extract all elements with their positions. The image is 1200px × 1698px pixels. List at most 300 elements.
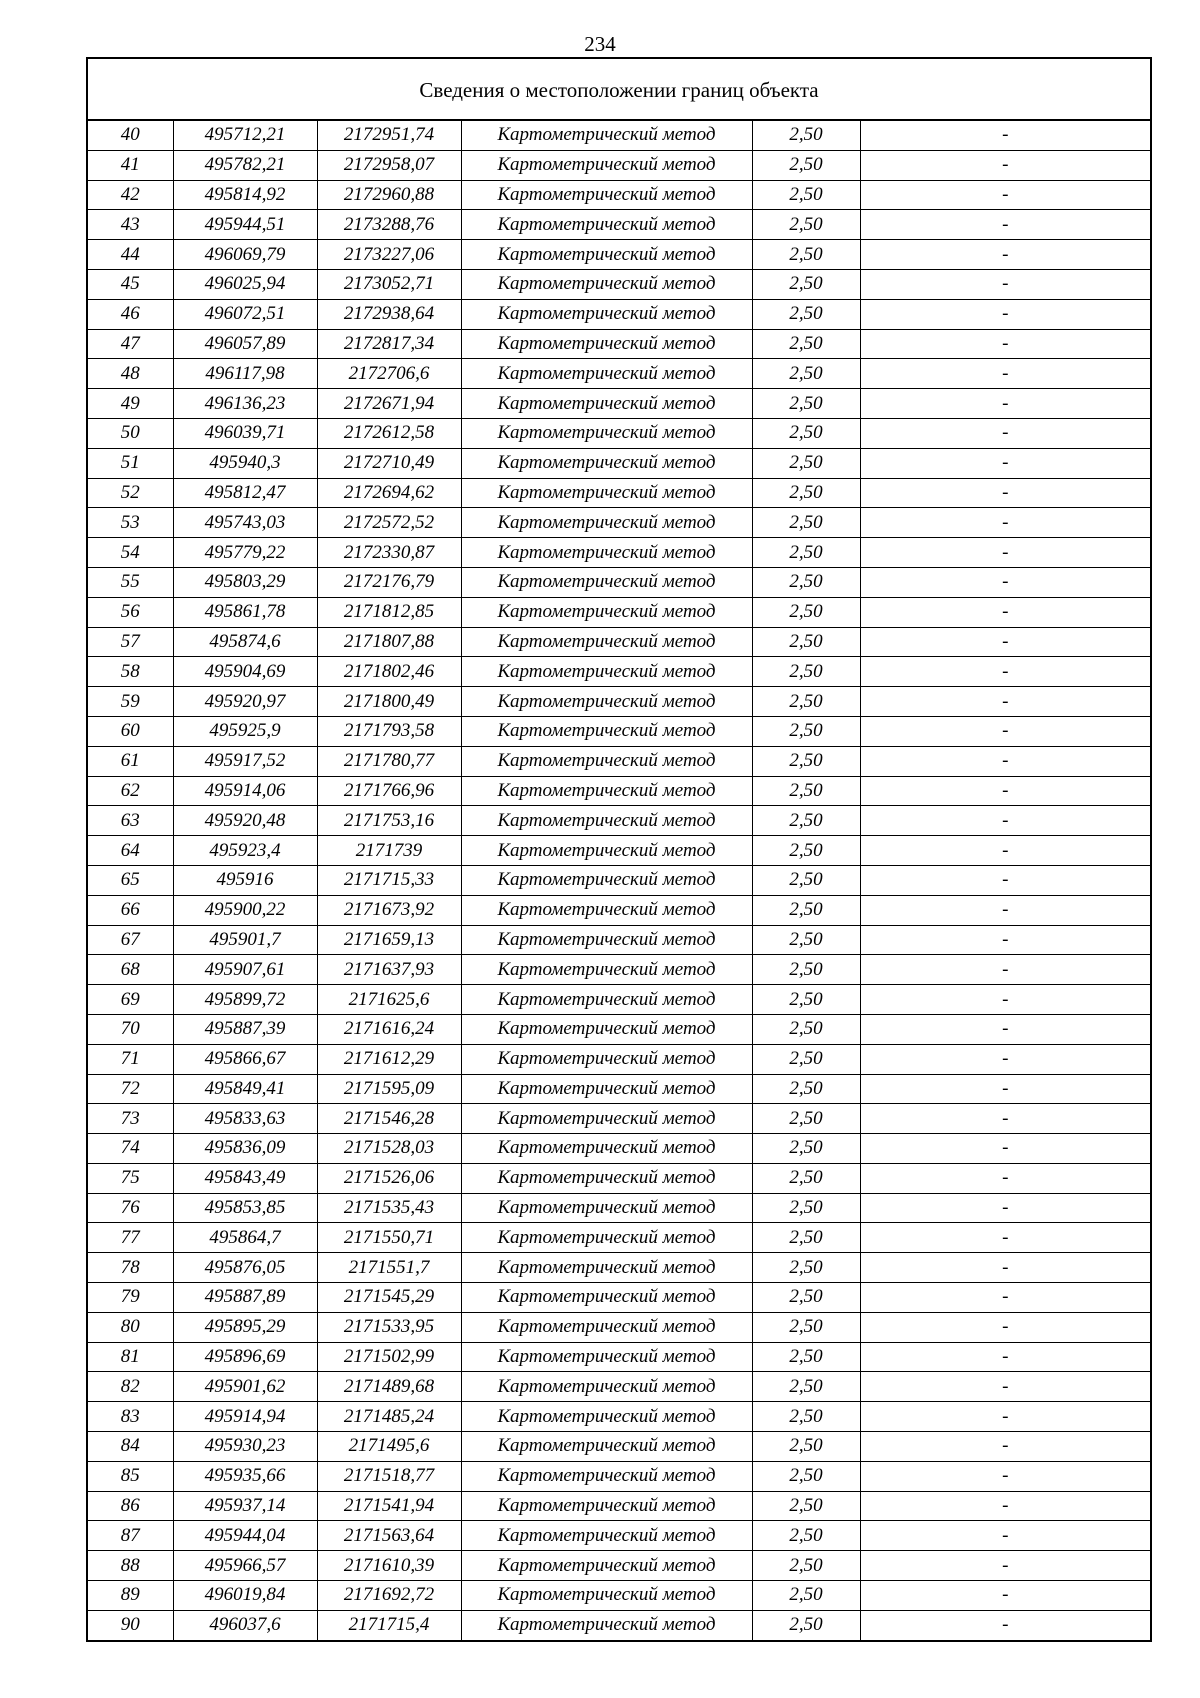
point-number-cell: 81: [88, 1342, 173, 1372]
accuracy-cell: 2,50: [752, 1014, 860, 1044]
accuracy-cell: 2,50: [752, 806, 860, 836]
x-coordinate-cell: 495887,89: [173, 1283, 317, 1313]
accuracy-cell: 2,50: [752, 627, 860, 657]
y-coordinate-cell: 2171715,4: [317, 1610, 461, 1639]
y-coordinate-cell: 2172706,6: [317, 359, 461, 389]
description-cell: -: [860, 836, 1150, 866]
accuracy-cell: 2,50: [752, 180, 860, 210]
table-row: [88, 121, 1150, 150]
point-number-cell: 84: [88, 1432, 173, 1462]
description-cell: -: [860, 538, 1150, 568]
point-number-cell: 62: [88, 776, 173, 806]
page-number: 234: [584, 32, 616, 56]
point-number-cell: 87: [88, 1521, 173, 1551]
accuracy-cell: 2,50: [752, 299, 860, 329]
description-cell: -: [860, 1014, 1150, 1044]
accuracy-cell: 2,50: [752, 1521, 860, 1551]
x-coordinate-cell: 495930,23: [173, 1432, 317, 1462]
point-number-cell: 58: [88, 657, 173, 687]
accuracy-cell: 2,50: [752, 210, 860, 240]
description-cell: -: [860, 806, 1150, 836]
accuracy-cell: 2,50: [752, 1283, 860, 1313]
y-coordinate-cell: 2171610,39: [317, 1551, 461, 1581]
y-coordinate-cell: 2171780,77: [317, 746, 461, 776]
method-cell: Картометрический метод: [461, 478, 752, 508]
method-cell: Картометрический метод: [461, 806, 752, 836]
y-coordinate-cell: 2171485,24: [317, 1402, 461, 1432]
point-number-cell: 51: [88, 448, 173, 478]
table-row: [88, 1581, 1150, 1611]
table-row: [88, 418, 1150, 448]
table-row: [88, 657, 1150, 687]
y-coordinate-cell: 2173227,06: [317, 240, 461, 270]
y-coordinate-cell: 2171535,43: [317, 1193, 461, 1223]
accuracy-cell: 2,50: [752, 597, 860, 627]
point-number-cell: 68: [88, 955, 173, 985]
method-cell: Картометрический метод: [461, 1491, 752, 1521]
accuracy-cell: 2,50: [752, 1372, 860, 1402]
description-cell: -: [860, 1193, 1150, 1223]
point-number-cell: 46: [88, 299, 173, 329]
point-number-cell: 66: [88, 895, 173, 925]
description-cell: -: [860, 746, 1150, 776]
y-coordinate-cell: 2171793,58: [317, 716, 461, 746]
table-row: [88, 359, 1150, 389]
table-row: [88, 955, 1150, 985]
description-cell: -: [860, 389, 1150, 419]
method-cell: Картометрический метод: [461, 1014, 752, 1044]
point-number-cell: 64: [88, 836, 173, 866]
description-cell: -: [860, 1253, 1150, 1283]
point-number-cell: 67: [88, 925, 173, 955]
y-coordinate-cell: 2171546,28: [317, 1104, 461, 1134]
x-coordinate-cell: 495935,66: [173, 1461, 317, 1491]
accuracy-cell: 2,50: [752, 1044, 860, 1074]
method-cell: Картометрический метод: [461, 1372, 752, 1402]
description-cell: -: [860, 687, 1150, 717]
point-number-cell: 74: [88, 1134, 173, 1164]
x-coordinate-cell: 495916: [173, 865, 317, 895]
method-cell: Картометрический метод: [461, 1461, 752, 1491]
method-cell: Картометрический метод: [461, 687, 752, 717]
point-number-cell: 70: [88, 1014, 173, 1044]
method-cell: Картометрический метод: [461, 150, 752, 180]
y-coordinate-cell: 2171526,06: [317, 1163, 461, 1193]
x-coordinate-cell: 495914,94: [173, 1402, 317, 1432]
point-number-cell: 48: [88, 359, 173, 389]
x-coordinate-cell: 495944,51: [173, 210, 317, 240]
description-cell: -: [860, 1372, 1150, 1402]
method-cell: Картометрический метод: [461, 299, 752, 329]
table-row: [88, 1253, 1150, 1283]
description-cell: -: [860, 210, 1150, 240]
point-number-cell: 75: [88, 1163, 173, 1193]
x-coordinate-cell: 495895,29: [173, 1312, 317, 1342]
table-row: [88, 746, 1150, 776]
table-row: [88, 1372, 1150, 1402]
method-cell: Картометрический метод: [461, 597, 752, 627]
description-cell: -: [860, 121, 1150, 150]
table-row: [88, 597, 1150, 627]
x-coordinate-cell: 495743,03: [173, 508, 317, 538]
table-row: [88, 716, 1150, 746]
y-coordinate-cell: 2171495,6: [317, 1432, 461, 1462]
y-coordinate-cell: 2171528,03: [317, 1134, 461, 1164]
point-number-cell: 89: [88, 1581, 173, 1611]
table-row: [88, 567, 1150, 597]
description-cell: -: [860, 776, 1150, 806]
accuracy-cell: 2,50: [752, 687, 860, 717]
x-coordinate-cell: 495944,04: [173, 1521, 317, 1551]
method-cell: Картометрический метод: [461, 925, 752, 955]
x-coordinate-cell: 495901,62: [173, 1372, 317, 1402]
point-number-cell: 42: [88, 180, 173, 210]
accuracy-cell: 2,50: [752, 1342, 860, 1372]
x-coordinate-cell: 495920,97: [173, 687, 317, 717]
point-number-cell: 71: [88, 1044, 173, 1074]
description-cell: -: [860, 627, 1150, 657]
accuracy-cell: 2,50: [752, 508, 860, 538]
point-number-cell: 90: [88, 1610, 173, 1639]
y-coordinate-cell: 2171489,68: [317, 1372, 461, 1402]
x-coordinate-cell: 495866,67: [173, 1044, 317, 1074]
accuracy-cell: 2,50: [752, 418, 860, 448]
y-coordinate-cell: 2171550,71: [317, 1223, 461, 1253]
table-row: [88, 1044, 1150, 1074]
description-cell: -: [860, 150, 1150, 180]
table-row: [88, 925, 1150, 955]
point-number-cell: 43: [88, 210, 173, 240]
description-cell: -: [860, 418, 1150, 448]
x-coordinate-cell: 496037,6: [173, 1610, 317, 1639]
y-coordinate-cell: 2173288,76: [317, 210, 461, 240]
table-row: [88, 1283, 1150, 1313]
point-number-cell: 85: [88, 1461, 173, 1491]
description-cell: -: [860, 597, 1150, 627]
table-row: [88, 329, 1150, 359]
description-cell: -: [860, 985, 1150, 1015]
description-cell: -: [860, 1491, 1150, 1521]
method-cell: Картометрический метод: [461, 269, 752, 299]
description-cell: -: [860, 1342, 1150, 1372]
y-coordinate-cell: 2172330,87: [317, 538, 461, 568]
y-coordinate-cell: 2171753,16: [317, 806, 461, 836]
method-cell: Картометрический метод: [461, 836, 752, 866]
x-coordinate-cell: 495940,3: [173, 448, 317, 478]
table-row: [88, 1223, 1150, 1253]
table-row: [88, 836, 1150, 866]
x-coordinate-cell: 495814,92: [173, 180, 317, 210]
y-coordinate-cell: 2171659,13: [317, 925, 461, 955]
y-coordinate-cell: 2172958,07: [317, 150, 461, 180]
point-number-cell: 79: [88, 1283, 173, 1313]
y-coordinate-cell: 2172671,94: [317, 389, 461, 419]
accuracy-cell: 2,50: [752, 1491, 860, 1521]
description-cell: -: [860, 1461, 1150, 1491]
accuracy-cell: 2,50: [752, 746, 860, 776]
x-coordinate-cell: 495812,47: [173, 478, 317, 508]
y-coordinate-cell: 2171739: [317, 836, 461, 866]
y-coordinate-cell: 2171595,09: [317, 1074, 461, 1104]
x-coordinate-cell: 495864,7: [173, 1223, 317, 1253]
table-row: [88, 865, 1150, 895]
x-coordinate-cell: 496039,71: [173, 418, 317, 448]
method-cell: Картометрический метод: [461, 508, 752, 538]
method-cell: Картометрический метод: [461, 716, 752, 746]
method-cell: Картометрический метод: [461, 985, 752, 1015]
description-cell: -: [860, 448, 1150, 478]
accuracy-cell: 2,50: [752, 448, 860, 478]
y-coordinate-cell: 2172694,62: [317, 478, 461, 508]
accuracy-cell: 2,50: [752, 150, 860, 180]
table-row: [88, 1610, 1150, 1639]
x-coordinate-cell: 495876,05: [173, 1253, 317, 1283]
description-cell: -: [860, 1163, 1150, 1193]
accuracy-cell: 2,50: [752, 567, 860, 597]
point-number-cell: 59: [88, 687, 173, 717]
method-cell: Картометрический метод: [461, 1223, 752, 1253]
point-number-cell: 56: [88, 597, 173, 627]
x-coordinate-cell: 495896,69: [173, 1342, 317, 1372]
x-coordinate-cell: 495874,6: [173, 627, 317, 657]
point-number-cell: 72: [88, 1074, 173, 1104]
accuracy-cell: 2,50: [752, 1432, 860, 1462]
method-cell: Картометрический метод: [461, 627, 752, 657]
table-row: [88, 299, 1150, 329]
description-cell: -: [860, 1581, 1150, 1611]
method-cell: Картометрический метод: [461, 895, 752, 925]
table-row: [88, 1163, 1150, 1193]
method-cell: Картометрический метод: [461, 1134, 752, 1164]
description-cell: -: [860, 657, 1150, 687]
point-number-cell: 63: [88, 806, 173, 836]
method-cell: Картометрический метод: [461, 1044, 752, 1074]
table-row: [88, 1312, 1150, 1342]
method-cell: Картометрический метод: [461, 1163, 752, 1193]
table-row: [88, 627, 1150, 657]
method-cell: Картометрический метод: [461, 538, 752, 568]
table-row: [88, 1432, 1150, 1462]
x-coordinate-cell: 496069,79: [173, 240, 317, 270]
point-number-cell: 61: [88, 746, 173, 776]
y-coordinate-cell: 2172176,79: [317, 567, 461, 597]
accuracy-cell: 2,50: [752, 240, 860, 270]
table-row: [88, 806, 1150, 836]
point-number-cell: 52: [88, 478, 173, 508]
method-cell: Картометрический метод: [461, 1283, 752, 1313]
point-number-cell: 83: [88, 1402, 173, 1432]
y-coordinate-cell: 2171692,72: [317, 1581, 461, 1611]
method-cell: Картометрический метод: [461, 865, 752, 895]
table-row: [88, 508, 1150, 538]
table-row: [88, 1402, 1150, 1432]
point-number-cell: 54: [88, 538, 173, 568]
table-body: [88, 121, 1150, 1640]
description-cell: -: [860, 925, 1150, 955]
table-row: [88, 1551, 1150, 1581]
accuracy-cell: 2,50: [752, 269, 860, 299]
point-number-cell: 88: [88, 1551, 173, 1581]
point-number-cell: 47: [88, 329, 173, 359]
y-coordinate-cell: 2172938,64: [317, 299, 461, 329]
accuracy-cell: 2,50: [752, 329, 860, 359]
point-number-cell: 53: [88, 508, 173, 538]
description-cell: -: [860, 567, 1150, 597]
description-cell: -: [860, 1610, 1150, 1639]
accuracy-cell: 2,50: [752, 389, 860, 419]
method-cell: Картометрический метод: [461, 657, 752, 687]
accuracy-cell: 2,50: [752, 1223, 860, 1253]
y-coordinate-cell: 2171545,29: [317, 1283, 461, 1313]
x-coordinate-cell: 495937,14: [173, 1491, 317, 1521]
x-coordinate-cell: 495833,63: [173, 1104, 317, 1134]
method-cell: Картометрический метод: [461, 1521, 752, 1551]
description-cell: -: [860, 478, 1150, 508]
x-coordinate-cell: 496072,51: [173, 299, 317, 329]
description-cell: -: [860, 865, 1150, 895]
y-coordinate-cell: 2172951,74: [317, 121, 461, 150]
point-number-cell: 78: [88, 1253, 173, 1283]
accuracy-cell: 2,50: [752, 359, 860, 389]
table-row: [88, 240, 1150, 270]
x-coordinate-cell: 496057,89: [173, 329, 317, 359]
x-coordinate-cell: 495899,72: [173, 985, 317, 1015]
method-cell: Картометрический метод: [461, 746, 752, 776]
table-row: [88, 389, 1150, 419]
y-coordinate-cell: 2171616,24: [317, 1014, 461, 1044]
y-coordinate-cell: 2171766,96: [317, 776, 461, 806]
x-coordinate-cell: 495887,39: [173, 1014, 317, 1044]
accuracy-cell: 2,50: [752, 836, 860, 866]
boundary-table-sheet: [86, 57, 1152, 1642]
y-coordinate-cell: 2171551,7: [317, 1253, 461, 1283]
point-number-cell: 40: [88, 121, 173, 150]
method-cell: Картометрический метод: [461, 1074, 752, 1104]
point-number-cell: 69: [88, 985, 173, 1015]
description-cell: -: [860, 299, 1150, 329]
accuracy-cell: 2,50: [752, 657, 860, 687]
point-number-cell: 41: [88, 150, 173, 180]
x-coordinate-cell: 495904,69: [173, 657, 317, 687]
method-cell: Картометрический метод: [461, 567, 752, 597]
x-coordinate-cell: 495836,09: [173, 1134, 317, 1164]
x-coordinate-cell: 495712,21: [173, 121, 317, 150]
y-coordinate-cell: 2171563,64: [317, 1521, 461, 1551]
method-cell: Картометрический метод: [461, 1581, 752, 1611]
table-row: [88, 478, 1150, 508]
accuracy-cell: 2,50: [752, 1581, 860, 1611]
method-cell: Картометрический метод: [461, 1253, 752, 1283]
section-title: Сведения о местоположении границ объекта: [88, 59, 1150, 121]
x-coordinate-cell: 495779,22: [173, 538, 317, 568]
table-row: [88, 1521, 1150, 1551]
x-coordinate-cell: 495782,21: [173, 150, 317, 180]
y-coordinate-cell: 2173052,71: [317, 269, 461, 299]
description-cell: -: [860, 1134, 1150, 1164]
description-cell: -: [860, 1283, 1150, 1313]
table-row: [88, 180, 1150, 210]
description-cell: -: [860, 716, 1150, 746]
table-row: [88, 448, 1150, 478]
table-row: [88, 1134, 1150, 1164]
method-cell: Картометрический метод: [461, 1193, 752, 1223]
table-row: [88, 538, 1150, 568]
x-coordinate-cell: 495917,52: [173, 746, 317, 776]
accuracy-cell: 2,50: [752, 1461, 860, 1491]
x-coordinate-cell: 496019,84: [173, 1581, 317, 1611]
y-coordinate-cell: 2171812,85: [317, 597, 461, 627]
x-coordinate-cell: 495843,49: [173, 1163, 317, 1193]
accuracy-cell: 2,50: [752, 776, 860, 806]
x-coordinate-cell: 496117,98: [173, 359, 317, 389]
y-coordinate-cell: 2171518,77: [317, 1461, 461, 1491]
x-coordinate-cell: 495849,41: [173, 1074, 317, 1104]
method-cell: Картометрический метод: [461, 240, 752, 270]
point-number-cell: 57: [88, 627, 173, 657]
y-coordinate-cell: 2171673,92: [317, 895, 461, 925]
table-row: [88, 985, 1150, 1015]
accuracy-cell: 2,50: [752, 985, 860, 1015]
method-cell: Картометрический метод: [461, 359, 752, 389]
x-coordinate-cell: 495920,48: [173, 806, 317, 836]
accuracy-cell: 2,50: [752, 121, 860, 150]
point-number-cell: 82: [88, 1372, 173, 1402]
accuracy-cell: 2,50: [752, 1551, 860, 1581]
description-cell: -: [860, 1521, 1150, 1551]
y-coordinate-cell: 2172572,52: [317, 508, 461, 538]
accuracy-cell: 2,50: [752, 865, 860, 895]
method-cell: Картометрический метод: [461, 121, 752, 150]
description-cell: -: [860, 240, 1150, 270]
boundary-coordinates-table: [88, 121, 1150, 1640]
point-number-cell: 60: [88, 716, 173, 746]
x-coordinate-cell: 495900,22: [173, 895, 317, 925]
accuracy-cell: 2,50: [752, 1193, 860, 1223]
point-number-cell: 44: [88, 240, 173, 270]
table-row: [88, 269, 1150, 299]
y-coordinate-cell: 2171625,6: [317, 985, 461, 1015]
y-coordinate-cell: 2171637,93: [317, 955, 461, 985]
table-row: [88, 895, 1150, 925]
x-coordinate-cell: 496025,94: [173, 269, 317, 299]
accuracy-cell: 2,50: [752, 538, 860, 568]
x-coordinate-cell: 495925,9: [173, 716, 317, 746]
x-coordinate-cell: 496136,23: [173, 389, 317, 419]
table-row: [88, 1461, 1150, 1491]
point-number-cell: 45: [88, 269, 173, 299]
point-number-cell: 65: [88, 865, 173, 895]
method-cell: Картометрический метод: [461, 180, 752, 210]
accuracy-cell: 2,50: [752, 1253, 860, 1283]
description-cell: -: [860, 269, 1150, 299]
description-cell: -: [860, 359, 1150, 389]
accuracy-cell: 2,50: [752, 955, 860, 985]
method-cell: Картометрический метод: [461, 955, 752, 985]
description-cell: -: [860, 1044, 1150, 1074]
method-cell: Картометрический метод: [461, 1104, 752, 1134]
y-coordinate-cell: 2171502,99: [317, 1342, 461, 1372]
point-number-cell: 50: [88, 418, 173, 448]
description-cell: -: [860, 1223, 1150, 1253]
method-cell: Картометрический метод: [461, 1402, 752, 1432]
x-coordinate-cell: 495853,85: [173, 1193, 317, 1223]
x-coordinate-cell: 495914,06: [173, 776, 317, 806]
description-cell: -: [860, 1551, 1150, 1581]
y-coordinate-cell: 2171715,33: [317, 865, 461, 895]
y-coordinate-cell: 2171541,94: [317, 1491, 461, 1521]
y-coordinate-cell: 2172612,58: [317, 418, 461, 448]
description-cell: -: [860, 1104, 1150, 1134]
